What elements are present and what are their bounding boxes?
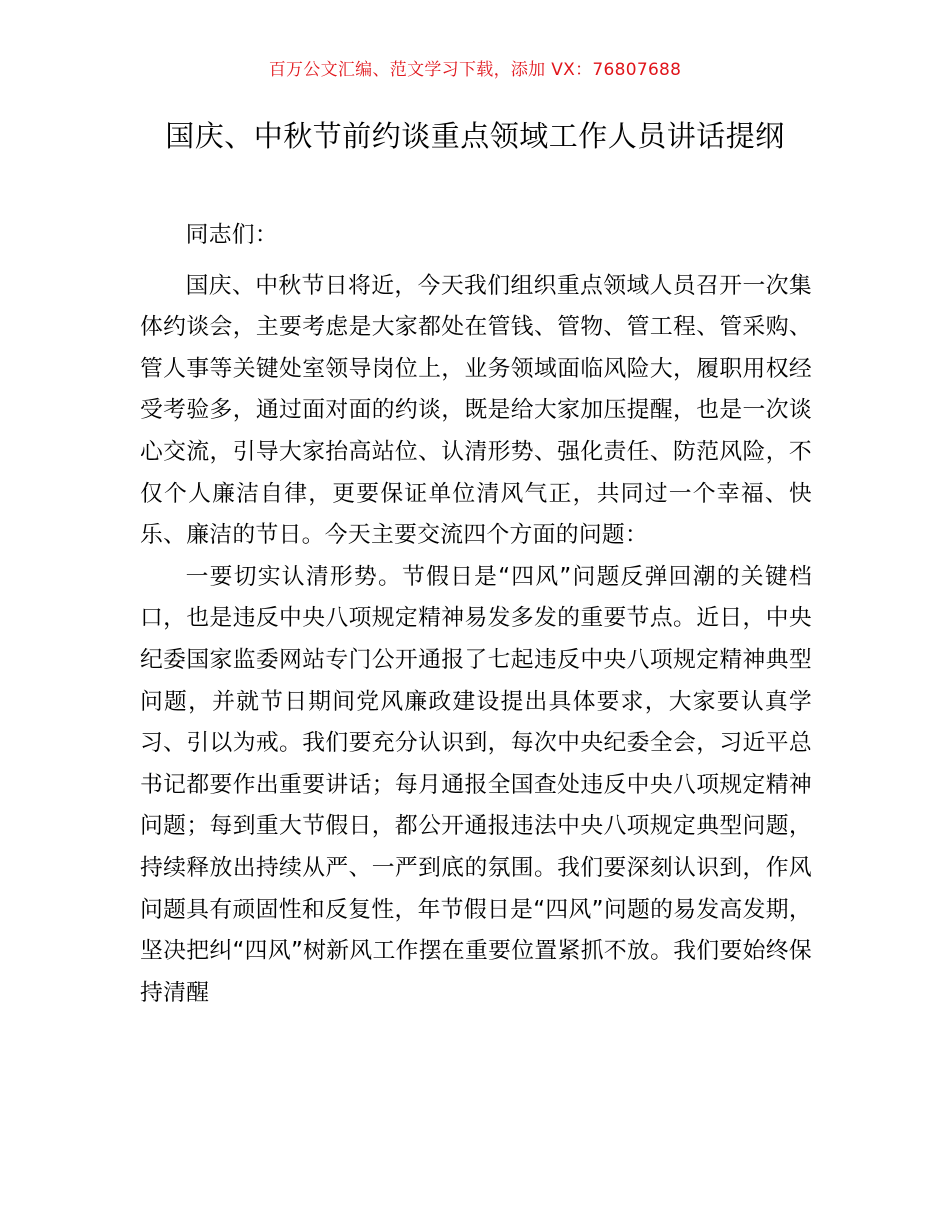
paragraph-intro: 国庆、中秋节日将近，今天我们组织重点领域人员召开一次集体约谈会，主要考虑是大家都处在管钱、管物、管工程、管采购、管人事等关键处室领导岗位上，业务领域面临风险大，履职用权经受考验多，通过面对面的约谈，既是给大家加压提醒，也是一次谈心交流，引导大家抬高站位、认清形势、强化责任、防范风险，不仅个人廉洁自律，更要保证单位清风气正，共同过一个幸福、快乐、廉洁的节日。今天主要交流四个方面的问题： bbox=[140, 272, 812, 549]
paragraph-point-one: 一要切实认清形势。节假日是“四风”问题反弹回潮的关键档口，也是违反中央八项规定精神易发多发的重要节点。近日，中央纪委国家监委网站专门公开通报了七起违反中央八项规定精神典型问题，并就节日期间党风廉政建设提出具体要求，大家要认真学习、引以为戒。我们要充分认识到，每次中央纪委全会，习近平总书记都要作出重要讲话；每月通报全国查处违反中央八项规定精神问题；每到重大节假日，都公开通报违法中央八项规定典型问题，持续释放出持续从严、一严到底的氛围。我们要深刻认识到，作风问题具有顽固性和反复性，年节假日是“四风”问题的易发高发期，坚决把纠“四风”树新风工作摆在重要位置紧抓不放。我们要始终保持清醒 bbox=[140, 563, 812, 1006]
watermark-banner: 百万公文汇编、范文学习下载，添加 VX：76807688 bbox=[268, 60, 682, 80]
document-title: 国庆、中秋节前约谈重点领域工作人员讲话提纲 bbox=[165, 119, 785, 153]
document-body bbox=[140, 215, 812, 1014]
salutation: 同志们： bbox=[185, 222, 278, 248]
